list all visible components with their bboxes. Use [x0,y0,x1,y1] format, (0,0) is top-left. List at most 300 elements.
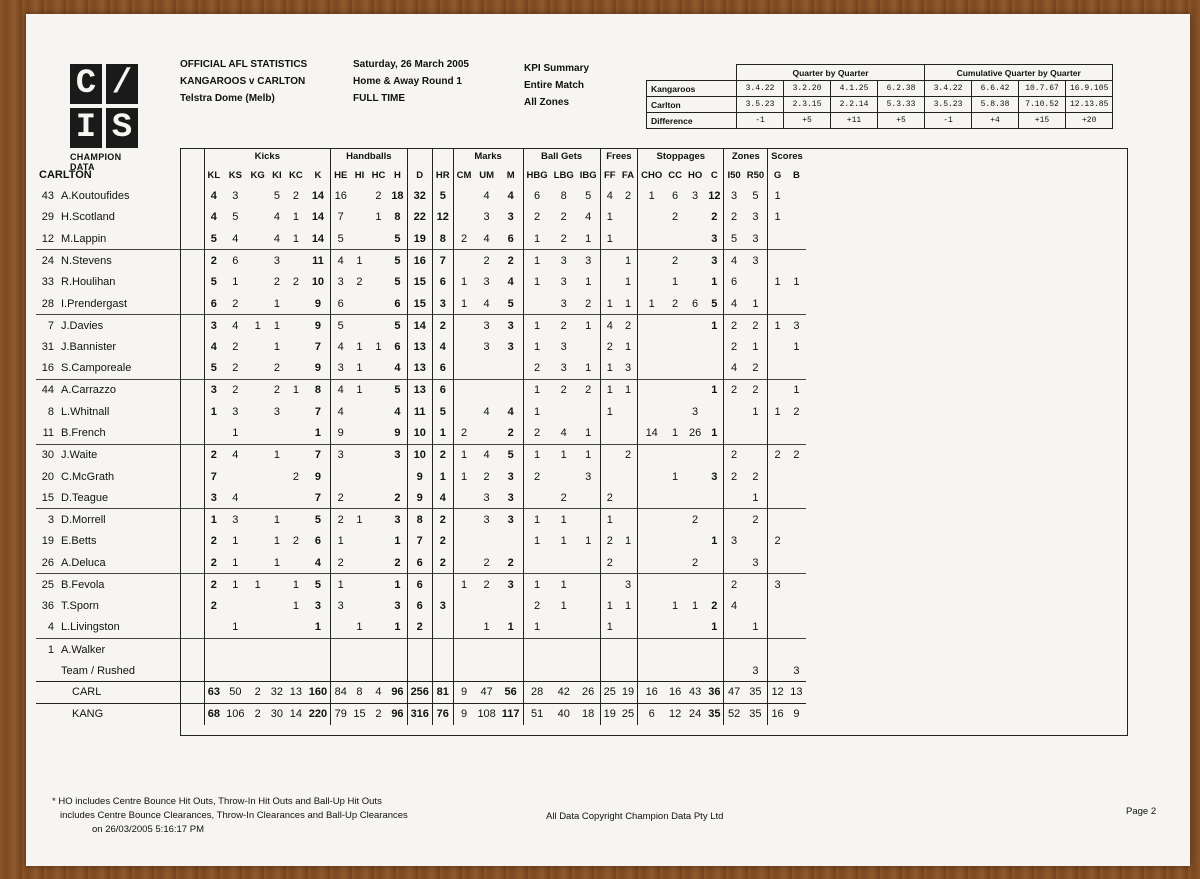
player-name: L.Livingston [61,621,120,634]
stat-cell: 7 [314,405,321,418]
stat-cell: 4 [331,250,351,272]
player-row [36,315,806,337]
copyright-notice: All Data Copyright Champion Data Pty Ltd [546,811,724,822]
stat-cell: 4 [474,444,498,466]
stat-cell [286,423,306,445]
stat-cell: 3 [432,595,453,617]
cumulative-heading: Cumulative Quarter by Quarter [925,65,1113,81]
player-name: E.Betts [61,535,97,548]
stat-cell: 2 [600,552,619,574]
stat-cell: 13 [407,358,432,380]
stat-cell: 2 [752,470,759,483]
player-number: 33 [41,276,54,289]
stat-cell [705,401,724,423]
stat-cell: 1 [483,621,490,634]
stat-cell: 1 [388,574,407,596]
stat-cell: 5 [306,509,331,531]
stat-cell [768,423,787,445]
stat-cell: 1 [787,379,806,401]
stat-cell [248,617,268,639]
quarter-row [647,113,1113,129]
stat-cell [638,552,666,574]
stat-cell: 4 [369,682,389,704]
stat-cell: 3 [499,315,523,337]
stat-cell [768,487,787,509]
stat-cell: 1 [248,574,268,596]
stat-cell: 2 [204,531,223,553]
stat-cell: 2 [407,617,432,639]
stat-cell [350,185,368,207]
stat-cell: 1 [793,276,800,289]
player-number: 30 [36,444,58,466]
stat-cell: 2 [292,276,299,289]
stat-cell: 3 [388,509,407,531]
stat-cell [705,444,724,466]
stat-cell: 4 [204,336,223,358]
stat-cell [685,466,705,488]
stat-cell: 2 [523,466,551,488]
stat-cell [665,444,685,466]
stat-cell: 2 [232,340,239,353]
stat-cell: 2 [523,423,551,445]
stat-cell [665,315,685,337]
stat-cell [474,595,498,617]
stat-cell [638,358,666,380]
stat-cell [665,531,685,553]
stat-cell [665,660,685,682]
stat-cell: 1 [453,293,474,315]
stat-cell: 2 [624,189,632,202]
stat-cell: 24 [685,703,705,725]
stat-cell [248,358,268,380]
stat-cell: 3 [432,293,453,315]
stat-cell: 3 [474,315,498,337]
stat-cell: 26 [688,427,702,440]
stat-cell: 3 [331,358,351,380]
stat-cell: 3 [692,189,699,202]
stat-cell: 1 [585,362,592,375]
stat-cell: 2 [432,552,453,574]
stat-cell: 8 [432,228,453,250]
stat-cell: 2 [600,487,619,509]
player-number: 43 [41,189,54,202]
logo-name: CHAMPION DATA [70,152,122,172]
column-header: IBG [579,169,597,181]
stat-cell [388,660,407,682]
stat-cell: 1 [624,600,632,613]
player-number: 15 [41,491,54,504]
stat-cell: 12 [768,682,787,704]
stat-cell: 1 [624,276,632,289]
stat-cell: 3 [692,405,699,418]
stat-cell: 1 [768,315,787,337]
stat-cell [551,660,577,682]
stat-cell: 2 [268,379,286,401]
quarter-scores-table [646,64,1113,129]
column-header: KS [228,169,242,181]
cumulative-score: +20 [1066,113,1113,129]
stat-cell: 3 [619,574,638,596]
header-report-type: KPI Summary [524,63,590,74]
stat-cell: 4 [273,211,280,224]
stat-cell: 1 [273,297,280,310]
player-number: 24 [36,250,58,272]
stat-cell: 68 [204,703,223,725]
stat-cell: 2 [273,276,280,289]
player-row [36,552,806,574]
stat-cell: 1 [624,340,632,353]
stat-cell [768,466,787,488]
stat-cell: 1 [268,315,286,337]
stat-cell: 1 [523,531,551,553]
stat-cell [787,358,806,380]
stat-cell: 76 [432,703,453,725]
stat-cell: 13 [407,336,432,358]
logo-letter: S [106,108,138,148]
stat-cell: 1 [232,427,239,440]
stat-cell [248,660,268,682]
stat-cell: 1 [624,297,632,310]
quarter-score: 3.2.20 [784,81,831,97]
stat-cell [474,358,498,380]
cumulative-score: +15 [1019,113,1066,129]
stat-cell: 4 [507,189,514,202]
header-venue: Telstra Dome (Melb) [180,93,275,104]
stat-cell: 1 [223,574,247,596]
stat-cell: 4 [232,491,239,504]
header-title: OFFICIAL AFL STATISTICS [180,59,308,70]
stat-cell: 9 [453,682,474,704]
stat-cell [577,401,600,423]
stat-cell [638,466,666,488]
player-row [36,574,806,596]
stat-cell [453,487,474,509]
stat-cell: 9 [306,315,331,337]
stat-cell: 9 [394,427,401,440]
stat-cell: 5 [232,211,239,224]
quarter-score: 2.2.14 [831,97,878,113]
stat-cell [744,531,768,553]
stat-cell: 1 [232,276,239,289]
stat-cell [768,228,787,250]
stat-cell [369,617,389,639]
cumulative-score: 7.10.52 [1019,97,1066,113]
column-header: R50 [746,169,765,181]
stat-cell [665,552,685,574]
stat-cell: 3 [585,470,592,483]
stat-cell: 1 [600,358,619,380]
column-group-heading [407,148,432,165]
stat-cell: 5 [711,297,718,310]
stat-cell: 2 [551,315,577,337]
player-name: A.Carrazzo [58,379,204,401]
stat-cell: 3 [507,491,514,504]
stat-cell [453,336,474,358]
column-header: KI [272,169,282,181]
stat-cell: 5 [331,228,351,250]
stat-cell [369,638,389,660]
stat-cell [744,423,768,445]
stat-cell: 2 [619,444,638,466]
stat-cell: 14 [286,703,306,725]
cumulative-score: +4 [972,113,1019,129]
stat-cell: 1 [600,379,619,401]
stat-cell [600,466,619,488]
stat-cell: 16 [768,703,787,725]
player-row [36,207,806,229]
stat-cell: 1 [752,405,759,418]
stat-cell: 32 [407,185,432,207]
stat-cell: 3 [273,405,280,418]
stat-cell [369,271,389,293]
stat-cell [286,617,306,639]
stat-cell: 3 [483,340,490,353]
stat-cell [787,574,806,596]
stat-cell [523,552,551,574]
stat-cell: 160 [306,682,331,704]
stat-cell: 3 [483,491,490,504]
stat-cell [286,444,306,466]
stat-cell: 6 [394,340,401,353]
stat-cell: 1 [585,427,592,440]
stat-cell: 1 [768,185,787,207]
stat-cell [577,574,600,596]
stat-cell: 220 [306,703,331,725]
stat-cell: 1 [619,250,638,272]
stat-cell: 2 [551,379,577,401]
column-header: HE [331,165,351,185]
stat-cell [787,250,806,272]
stat-cell: 4 [483,189,490,202]
stat-cell [724,487,744,509]
stat-cell [268,638,286,660]
stat-cell [685,444,705,466]
stat-cell [432,617,453,639]
stat-cell [350,552,368,574]
stat-cell: 2 [692,556,699,569]
stat-cell [350,401,368,423]
stat-cell: 1 [600,207,619,229]
stat-cell: 5 [752,189,759,202]
stat-cell [619,423,638,445]
stat-cell [350,531,368,553]
stat-cell: 1 [600,228,619,250]
stat-cell: 7 [314,340,321,353]
stat-cell: 1 [672,470,679,483]
stat-cell [453,552,474,574]
stat-cell: 2 [744,315,768,337]
stat-cell: 3 [624,362,632,375]
stat-cell: 2 [711,600,718,613]
stat-cell: 1 [619,379,638,401]
stat-cell [331,617,351,639]
column-header: KL [204,165,223,185]
stat-cell [523,638,551,660]
player-name: B.French [61,427,106,440]
stat-cell [638,379,666,401]
stat-cell [306,638,331,660]
stat-cell: 1 [560,535,567,548]
stat-cell [619,509,638,531]
stat-cell: 3 [204,379,223,401]
stat-cell: 10 [407,423,432,445]
stat-cell [369,444,389,466]
stat-cell [665,379,685,401]
player-name: M.Lappin [61,232,107,245]
column-header: I50 [724,165,744,185]
player-name: J.Bannister [61,340,117,353]
stat-cell: 1 [314,427,321,440]
stat-cell [724,617,744,639]
stat-cell: 1 [273,535,280,548]
stat-cell: 9 [314,470,321,483]
stat-cell [499,638,523,660]
stat-cell [787,423,806,445]
player-number: 7 [36,315,58,337]
stat-cell: 3 [752,211,759,224]
player-row [36,336,806,358]
player-name: J.Waite [58,444,204,466]
stat-cell [523,293,551,315]
stat-cell: 28 [523,682,551,704]
stat-cell: 3 [474,509,498,531]
stat-cell [724,509,744,531]
stat-cell [577,336,600,358]
stat-cell [223,638,247,660]
stat-cell: 1 [752,491,759,504]
stat-cell: 256 [407,682,432,704]
stat-cell [523,487,551,509]
stat-cell: 1 [711,535,718,548]
player-row [36,595,806,617]
stat-cell [638,401,666,423]
stat-cell [787,638,806,660]
stat-cell [577,617,600,639]
quarter-score: +11 [831,113,878,129]
stat-cell: 8 [350,682,368,704]
stat-cell [619,466,638,488]
stat-cell [724,660,744,682]
stat-cell [453,379,474,401]
stat-cell: 13 [286,682,306,704]
stat-cell: 1 [273,556,280,569]
stat-cell [685,487,705,509]
stat-cell: 6 [331,293,351,315]
stat-cell [665,638,685,660]
stat-cell: 1 [768,401,787,423]
stat-cell [665,487,685,509]
stat-cell: 2 [768,444,787,466]
stat-cell: 6 [314,535,321,548]
stat-cell: 1 [600,401,619,423]
stat-cell: 32 [268,682,286,704]
stat-cell: 2 [432,315,453,337]
stat-cell: 13 [787,682,806,704]
stat-cell [685,271,705,293]
logo-letter: C [70,64,102,104]
stat-cell [619,207,638,229]
stat-cell: 6 [523,185,551,207]
stat-cell: 2 [292,189,299,202]
stat-cell: 1 [314,621,321,634]
stat-cell [286,358,306,380]
stat-cell: 1 [394,621,401,634]
logo-letter: / [106,64,138,104]
stat-cell: 6 [507,232,514,245]
stat-cell: 316 [407,703,432,725]
stat-cell [787,595,806,617]
stat-cell [724,401,744,423]
column-header: HBG [523,165,551,185]
stat-cell [286,336,306,358]
player-name: A.Deluca [61,556,106,569]
stat-cell [268,617,286,639]
stat-cell: 1 [600,617,619,639]
stat-cell [453,531,474,553]
stat-cell [665,228,685,250]
stat-cell: 3 [560,362,567,375]
stat-cell: 1 [672,276,679,289]
stat-cell: 2 [560,211,567,224]
stat-cell: 1 [375,211,382,224]
stat-cell [685,315,705,337]
player-number: 16 [41,362,54,375]
player-name: A.Koutoufides [61,189,130,202]
column-group-heading: Handballs [331,148,407,165]
stat-cell: 2 [331,487,351,509]
stat-cell: 6 [223,250,247,272]
stat-cell: 11 [306,250,331,272]
print-timestamp: on 26/03/2005 5:16:17 PM [92,824,204,835]
stat-cell: 1 [768,207,787,229]
stat-cell: 5 [432,185,453,207]
stat-cell: 8 [306,379,331,401]
stat-cell: 4 [600,185,619,207]
stat-cell: 6 [407,574,432,596]
stat-cell [286,293,306,315]
stat-cell: 2 [752,362,759,375]
stat-cell: 9 [453,703,474,725]
stat-cell: 2 [232,297,239,310]
stat-cell [577,552,600,574]
stat-cell [369,293,389,315]
stat-cell: 4 [223,315,247,337]
player-number: 28 [41,297,54,310]
stat-cell: 7 [204,466,223,488]
stat-cell [286,660,306,682]
stat-cell [744,444,768,466]
quarter-score: 6.2.38 [878,81,925,97]
stat-cell: 81 [432,682,453,704]
stat-cell: 1 [331,574,351,596]
stat-cell [248,487,268,509]
stat-cell: 2 [507,556,514,569]
column-group-heading: Frees [600,148,638,165]
stat-cell [453,617,474,639]
stat-cell [248,379,268,401]
stat-cell [638,271,666,293]
stat-cell: 1 [523,315,551,337]
stat-cell: 3 [483,211,490,224]
stat-cell [453,315,474,337]
stat-cell [248,531,268,553]
stat-cell: 2 [523,207,551,229]
player-row [36,466,806,488]
stat-cell [306,660,331,682]
stat-cell [499,660,523,682]
stat-cell [619,401,638,423]
stat-cell: 1 [394,535,401,548]
